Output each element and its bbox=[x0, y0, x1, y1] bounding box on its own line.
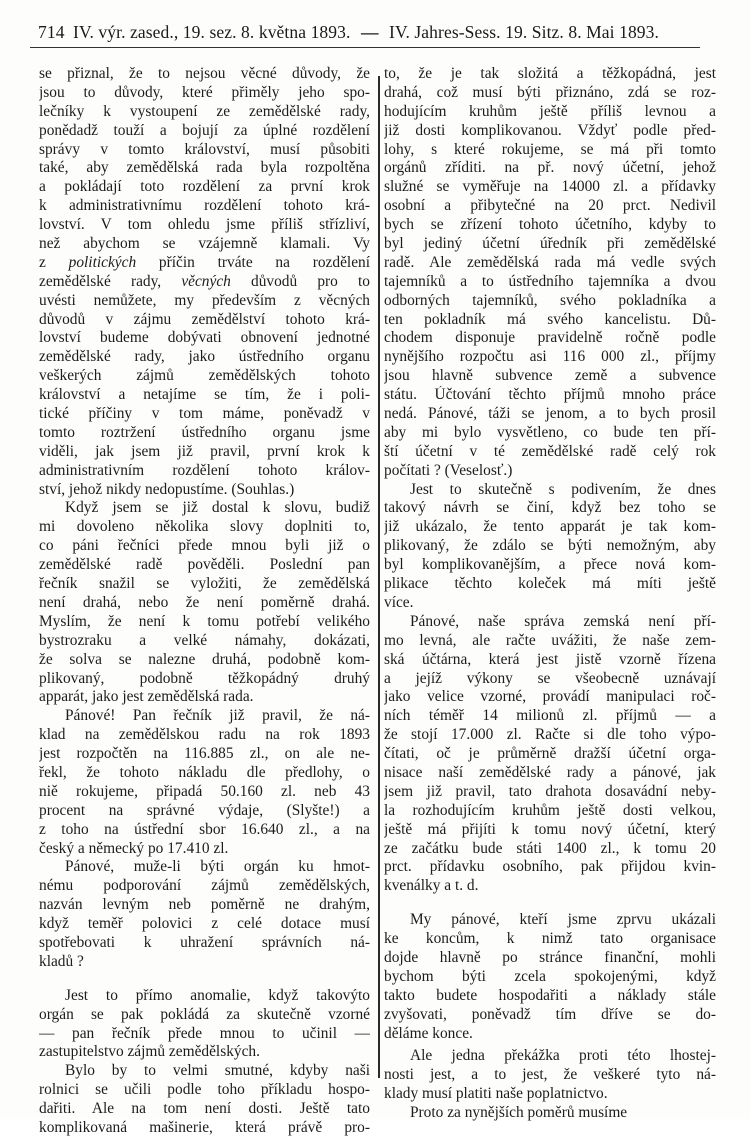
text-line: veškerých zájmů zemědělských tohoto bbox=[39, 367, 370, 385]
text-line: již dosti komplikovanou. Vždyť podle před- bbox=[384, 121, 716, 139]
text-line: odborných tajemníků, svého pokladníka a bbox=[384, 291, 716, 309]
text-line: když teměř polovici z celé dotace musí bbox=[39, 915, 370, 933]
text-line: již ukázalo, že tento apparát je tak kom- bbox=[384, 518, 716, 536]
text-line: takový návrh se činí, když bez toho se bbox=[384, 499, 716, 517]
left-column bbox=[39, 65, 370, 1138]
text-line: více. bbox=[384, 593, 414, 611]
text-line: plikovaný, že zdálo se býti nemožným, aby bbox=[384, 537, 716, 555]
text-line: ství, jehož nikdy nedopustíme. (Souhlas.) bbox=[39, 480, 295, 498]
text-line: jsou hlavně subvence země a subvence bbox=[384, 367, 716, 385]
italic-emphasis: politických bbox=[68, 253, 137, 271]
text-line: to, že je tak složitá a těžkopádná, jest bbox=[384, 65, 716, 82]
text-line: počítati ? (Veselosť.) bbox=[384, 461, 513, 479]
text-line: lohy, s které rokujeme, se má při tomto bbox=[384, 140, 716, 158]
text-line: a jejíž výkony se všeobecně uznávají bbox=[384, 669, 716, 687]
text-line: jsem již pravil, tato drahota dosavádní neby- bbox=[384, 782, 716, 800]
text-line: niě rokujeme, připadá 50.160 zl. neb 43 bbox=[39, 782, 370, 800]
text-line: království a netajíme se tím, že i poli- bbox=[39, 386, 370, 404]
text-line: nazván levným neb poměrně ne drahým, bbox=[39, 896, 370, 914]
text-line: komplikovaná mašinerie, která právě pro- bbox=[39, 1118, 370, 1136]
text-line: ská účtárna, která jest jistě vzorně řízena bbox=[384, 650, 716, 668]
text-line: rolnici se učili podle toho příkladu hospo- bbox=[39, 1081, 370, 1099]
text-line: orgán se pak pokládá za skutečně vzorné bbox=[39, 1005, 370, 1023]
text-line: tajemníků a to ústředního tajemníka a dvou bbox=[384, 272, 716, 290]
text-line: radě. Ale zemědělská rada má vedle svých bbox=[384, 253, 716, 271]
text-line: Pánové! Pan řečník již pravil, že ná- bbox=[65, 707, 370, 725]
text-line: aby mi bylo vysvětleno, co bude ten pří- bbox=[384, 423, 716, 441]
text-line: Jest to přímo anomalie, když takovýto bbox=[65, 986, 370, 1004]
text-line: viděli, jak jsem již pravil, první krok k bbox=[39, 442, 370, 460]
text-line: — pan řečník přede mnou to učinil — bbox=[39, 1024, 370, 1042]
text-line: chodem disponuje pravidelně ročně podle bbox=[384, 329, 716, 347]
text-line: dařiti. Ale na tom není dosti. Ještě tato bbox=[39, 1100, 370, 1118]
text-line: bych se zřízení tohoto účetního, kdyby to bbox=[384, 216, 716, 234]
text-line bbox=[39, 254, 370, 273]
text-segment: příčin trváte na rozdělení bbox=[136, 253, 370, 271]
text-line: klady musí platiti naše poplatnictvo. bbox=[384, 1085, 608, 1103]
text-line: nedá. Pánové, táži se jenom, a to bych prosil bbox=[384, 405, 716, 423]
text-line bbox=[39, 273, 370, 292]
text-line: zastupitelstvo zájmů zemědělských. bbox=[39, 1043, 260, 1061]
text-line: apparát, jako jest zemědělská rada. bbox=[39, 688, 254, 706]
text-line: zemědělské radě pověděli. Poslední pan bbox=[39, 556, 370, 574]
text-line: byl komplikovanějším, a přece nová kom- bbox=[384, 556, 716, 574]
text-line: ponědadž touží a bojují za úplné rozdělení bbox=[39, 121, 370, 139]
text-line: služné se vyměřuje na 14000 zl. a přídavky bbox=[384, 178, 716, 196]
text-line: bystrozraku a velké námahy, dokázati, bbox=[39, 631, 370, 649]
right-column bbox=[384, 65, 716, 1123]
text-line: plikovaný, podobně těžkopádný druhý bbox=[39, 669, 370, 687]
text-line: bychom býti zcela spokojenými, když bbox=[384, 967, 716, 985]
text-line: administrativním rozdělení tohoto králov- bbox=[39, 461, 370, 479]
text-segment: důvodů pro to bbox=[230, 272, 370, 290]
text-line: lovství budeme dobývati obnovení jednotné bbox=[39, 329, 370, 347]
text-line: hodujícím kruhům ještě příliš levnou a bbox=[384, 102, 716, 120]
text-line: lečníky k vystoupení ze zemědělské rady, bbox=[39, 102, 370, 120]
text-line: a pokládají toto rozdělení za první krok bbox=[39, 178, 370, 196]
text-line: čítati, oč je průměrně dražší účetní orga- bbox=[384, 745, 716, 763]
column-divider bbox=[378, 76, 380, 1078]
text-line: ští účetní v té zemědělské radě celý rok bbox=[384, 442, 716, 460]
text-line: zvyšovati, poněvadž tím dříve se do- bbox=[384, 1005, 716, 1023]
text-line: Bylo by to velmi smutné, kdyby naši bbox=[65, 1062, 370, 1080]
text-line: klad na zemědělskou radu na rok 1893 bbox=[39, 726, 370, 744]
text-segment: zemědělské rady, bbox=[39, 272, 182, 290]
text-line: ke koncům, k nimž tato organisace bbox=[384, 930, 716, 948]
text-line: jest rozpočtěn na 116.885 zl., on ale ne- bbox=[39, 745, 370, 763]
text-line: státu. Účtování těchto příjmů mnoho práce bbox=[384, 386, 716, 404]
text-line: zemědělské rady, jako ústředního organu bbox=[39, 348, 370, 366]
text-line: než abychom se vzájemně klamali. Vy bbox=[39, 235, 370, 253]
text-line: děláme konce. bbox=[384, 1024, 473, 1042]
text-line: k administrativnímu rozdělení tohoto krá- bbox=[39, 197, 370, 215]
header-dash: — bbox=[360, 22, 379, 42]
text-line: co páni řečníci přede mnou byli již o bbox=[39, 537, 370, 555]
text-line: tomto roztržení ústředního organu jsme bbox=[39, 423, 370, 441]
text-line: nosti jest, a to jest, že veškeré tyto ná- bbox=[384, 1066, 716, 1084]
text-line: dojde hlavně po stránce finanční, mohli bbox=[384, 948, 716, 966]
text-line: tické příčiny v tom máme, poněvadž v bbox=[39, 405, 370, 423]
text-line: že solva se nalezne druhá, podobně kom- bbox=[39, 650, 370, 668]
text-line: lovství. V tom ohledu jsme příliš střízliví, bbox=[39, 216, 370, 234]
text-line: řekl, že tohoto nákladu dle předlohy, o bbox=[39, 763, 370, 781]
text-line: ze začátku bude státi 1400 zl., k tomu 20 bbox=[384, 839, 716, 857]
text-line: byl jediný účetní úředník při zemědělské bbox=[384, 235, 716, 253]
header-rule bbox=[30, 47, 700, 48]
text-line: se přiznal, že to nejsou věcné důvody, že bbox=[39, 65, 370, 82]
text-line: takto budete hospodařiti a náklady stále bbox=[384, 986, 716, 1004]
text-line: mi dovoleno několika slovy doplniti to, bbox=[39, 518, 370, 536]
text-line: jsou to důvody, které přiměly jeho spo- bbox=[39, 83, 370, 101]
text-line: ních téměř 14 milionů zl. příjmů — a bbox=[384, 707, 716, 725]
header-german: IV. Jahres-Sess. 19. Sitz. 8. Mai 1893. bbox=[389, 22, 659, 42]
text-line: uvésti nemůžete, my především z věcných bbox=[39, 291, 370, 309]
text-line: Pánové, muže-li býti orgán ku hmot- bbox=[65, 858, 370, 876]
text-line: Proto za nynějších poměrů musíme bbox=[410, 1104, 628, 1122]
text-line: Jest to skutečně s podivením, že dnes bbox=[410, 480, 716, 498]
text-line: ještě má přijíti k tomu nový účetní, který bbox=[384, 820, 716, 838]
text-segment: z bbox=[39, 253, 69, 271]
text-line: spotřebovati k uhražení správních ná- bbox=[39, 933, 370, 951]
header-czech: IV. výr. zased., 19. sez. 8. května 1893. bbox=[73, 22, 351, 42]
text-line: Ale jedna překážka proti této lhostej- bbox=[410, 1047, 716, 1065]
text-line: nynějšího rozpočtu asi 116 000 zl., příjmy bbox=[384, 348, 716, 366]
text-line: řečník snažil se vyložiti, že zemědělská bbox=[39, 575, 370, 593]
page-number: 714 bbox=[38, 22, 65, 42]
text-line: jako velice vzorné, provádí manipulaci roč- bbox=[384, 688, 716, 706]
text-line: důvodů v zájmu zemědělství tohoto krá- bbox=[39, 310, 370, 328]
text-line: orgánů zříditi. na př. nový účetní, jehož bbox=[384, 159, 716, 177]
text-line: také, aby zemědělská rada byla rozpoltěna bbox=[39, 159, 370, 177]
text-line: kladů ? bbox=[39, 952, 84, 970]
text-line: není drahá, nebo že není poměrně drahá. bbox=[39, 593, 370, 611]
running-header bbox=[38, 22, 698, 46]
text-line: správy v tomto království, musí působiti bbox=[39, 140, 370, 158]
text-line: prct. přídavku osobního, pak přijdou kvin- bbox=[384, 858, 716, 876]
text-line: že stojí 17.000 zl. Račte si dle toho výpo- bbox=[384, 726, 716, 744]
text-line: plikace těchto koleček má míti ještě bbox=[384, 575, 716, 593]
text-line: nému podporování zájmů zemědělských, bbox=[39, 877, 370, 895]
text-line: ten pokladník má svého kancelistu. Dů- bbox=[384, 310, 716, 328]
text-line: Když jsem se již dostal k slovu, budiž bbox=[65, 499, 370, 517]
text-line: český a německý po 17.410 zl. bbox=[39, 839, 229, 857]
italic-emphasis: věcných bbox=[181, 272, 231, 290]
text-line: la rozhodujícím kruhům ještě dosti velkou, bbox=[384, 801, 716, 819]
text-line: procent na správné výdaje, (Slyšte!) a bbox=[39, 801, 370, 819]
text-line: kvenálky a t. d. bbox=[384, 877, 479, 895]
text-line: mo levná, ale račte uvážiti, že naše zem- bbox=[384, 631, 716, 649]
text-line: My pánové, kteří jsme zprvu ukázali bbox=[410, 911, 716, 929]
text-line: nisace naší zemědělské rady a pánové, jak bbox=[384, 763, 716, 781]
text-line: z toho na ústřední sbor 16.640 zl., a na bbox=[39, 820, 370, 838]
text-line: Myslím, že není k tomu potřebí velikého bbox=[39, 612, 370, 630]
text-line: osobní a přibytečné na 20 prct. Nedivil bbox=[384, 197, 716, 215]
text-line: Pánové, naše správa zemská není pří- bbox=[410, 612, 716, 630]
text-line: drahá, což musí býti přiznáno, zdá se roz- bbox=[384, 83, 716, 101]
